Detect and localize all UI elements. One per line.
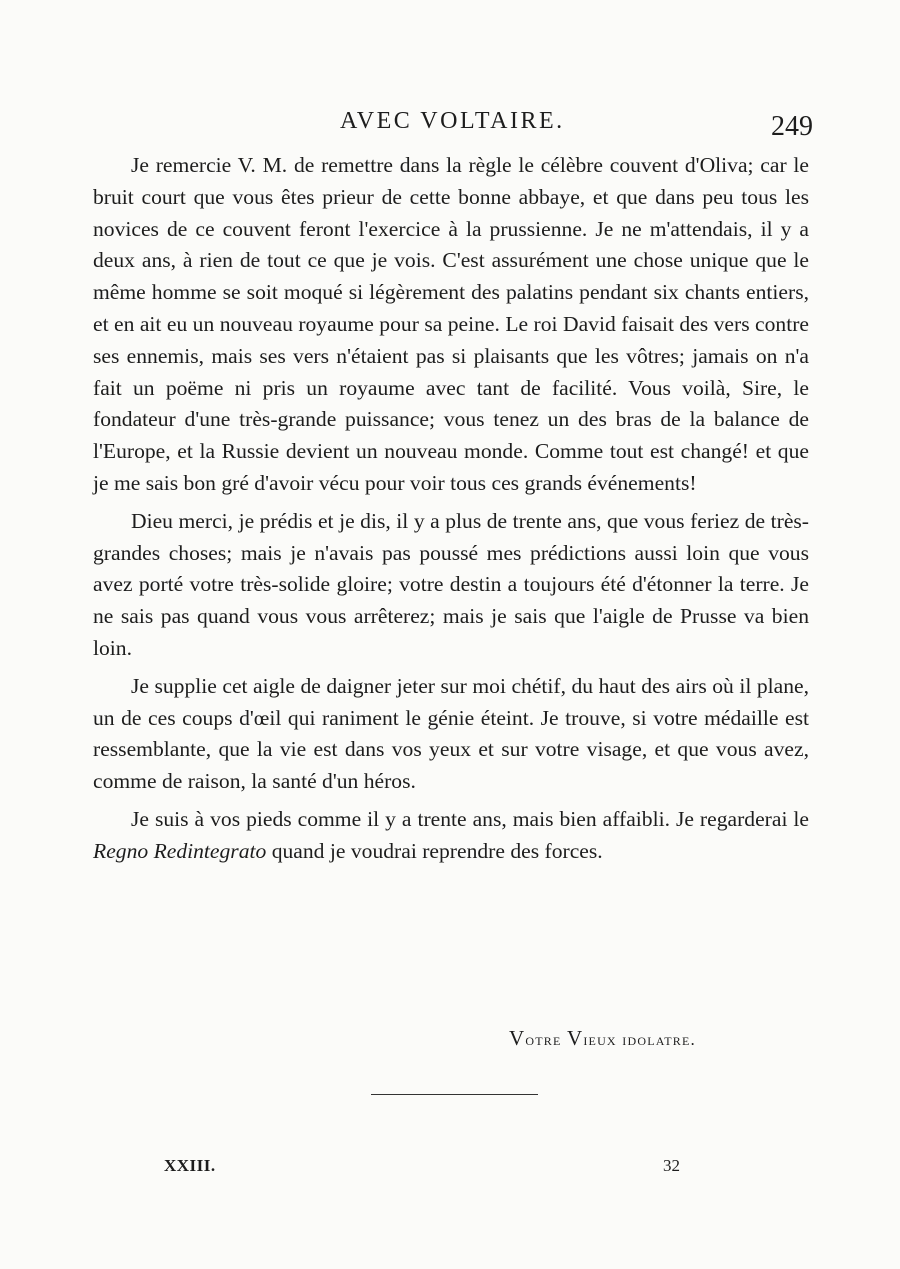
signature-word-3: idolatre. (622, 1030, 696, 1049)
page-number: 249 (771, 111, 813, 142)
volume-number: XXIII. (164, 1156, 216, 1175)
signature-mark: 32 (663, 1156, 680, 1175)
signature-word-1-rest: otre (525, 1030, 562, 1049)
signature-initial-2: V (566, 1026, 584, 1050)
italic-title: Regno Redintegrato (93, 838, 267, 863)
paragraph-4-text-start: Je suis à vos pieds comme il y a trente ans, mais bien affaibli. Je regarderai le (131, 806, 809, 831)
signature-initial-1: V (509, 1026, 526, 1050)
section-divider (371, 1094, 538, 1095)
running-title: AVEC VOLTAIRE. (340, 108, 565, 134)
running-head (0, 108, 900, 142)
signature (509, 1026, 696, 1051)
paragraph-3: Je supplie cet aigle de daigner jeter sur moi chétif, du haut des airs où il plane, un de ces coups d'œil qui raniment le génie éteint. Je trouve, si votre médaille est ressemblante, que la vie est dans vos yeux et sur votre visage, et que vous avez, comme de raison, la santé d'un héros. (93, 673, 809, 794)
paragraph-1: Je remercie V. M. de remettre dans la règle le célèbre couvent d'Oliva; car le bruit court que vous êtes prieur de cette bonne abbaye, et que dans peu tous les novices de ce couvent feront l'exercice à la prussienne. Je ne m'attendais, il y a deux ans, à rien de tout ce que je vois. C'est assurément une chose unique que le même homme se soit moqué si légèrement des palatins pendant six chants entiers, et en ait eu un nouveau royaume pour sa peine. Le roi David faisait des vers contre ses ennemis, mais ses vers n'étaient pas si plaisants que les vôtres; jamais on n'a fait un poëme ni pris un royaume avec tant de facilité. Vous voilà, Sire, le fondateur d'une très-grande puissance; vous tenez un des bras de la balance de l'Europe, et la Russie devient un nouveau monde. Comme tout est changé! et que je me sais bon gré d'avoir vécu pour voir tous ces grands événements! (93, 153, 809, 495)
letter-body (93, 150, 809, 868)
signature-word-2-rest: ieux (583, 1030, 617, 1049)
paragraph-2: Dieu merci, je prédis et je dis, il y a plus de trente ans, que vous feriez de très-grandes choses; mais je n'avais pas poussé mes prédictions aussi loin que vous avez porté votre très-solide gloire; votre destin a toujours été d'étonner la terre. Je ne sais pas quand vous vous arrêterez; mais je sais que l'aigle de Prusse va bien loin. (93, 508, 809, 660)
paragraph-4-text-end: quand je voudrai reprendre des forces. (266, 838, 603, 863)
paragraph-4 (93, 804, 809, 868)
